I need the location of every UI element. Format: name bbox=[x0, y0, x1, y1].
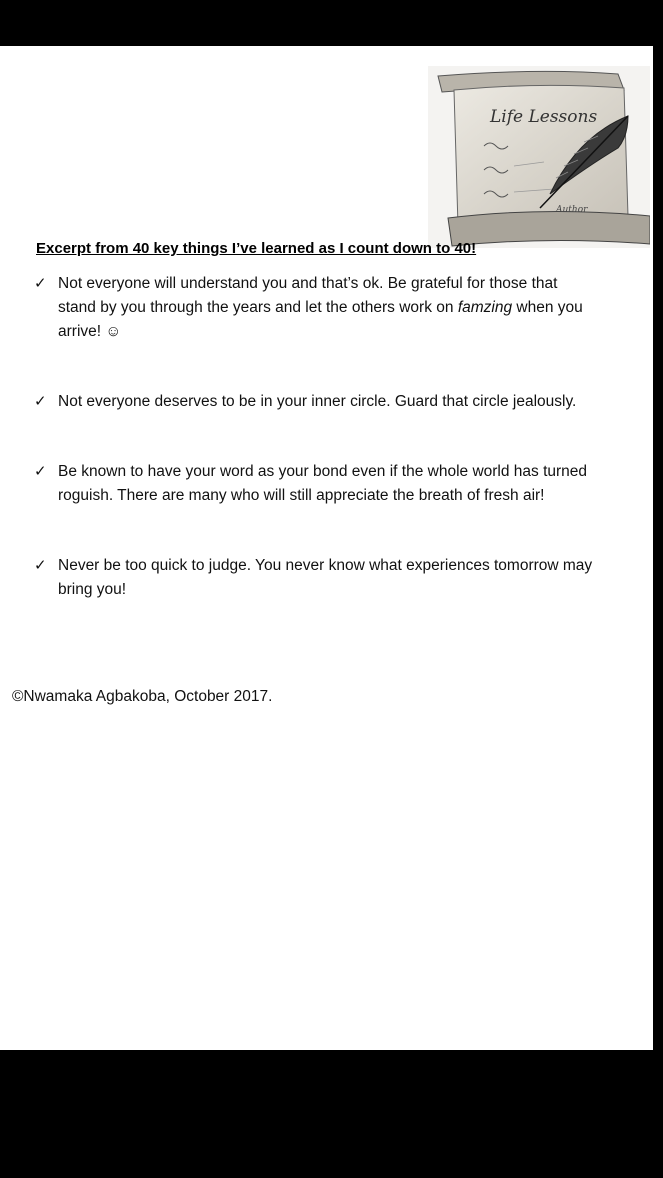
list-item bbox=[34, 272, 594, 344]
checkmark-icon: ✓ bbox=[34, 393, 47, 410]
lesson-text: Be known to have your word as your bond even if the whole world has turned roguish. There are many who will still appreciate the breath of fresh air! bbox=[58, 463, 588, 504]
list-item bbox=[34, 554, 594, 602]
lesson-text: Not everyone will understand you and that’s ok. Be grateful for those that stand by you through the years and let the others work on famzing when you arrive! ☺ bbox=[58, 275, 583, 340]
life-lessons-scroll-image bbox=[428, 66, 650, 248]
lesson-text: Never be too quick to judge. You never know what experiences tomorrow may bring you! bbox=[58, 557, 593, 598]
checkmark-icon: ✓ bbox=[34, 275, 47, 292]
lessons-list bbox=[34, 272, 594, 602]
scroll-signature: Author bbox=[556, 205, 588, 215]
list-item bbox=[34, 460, 594, 508]
lesson-emphasis: famzing bbox=[457, 299, 513, 316]
list-item bbox=[34, 390, 594, 414]
scroll-title: Life Lessons bbox=[490, 107, 598, 127]
excerpt-heading: Excerpt from 40 key things I’ve learned as I count down to 40! bbox=[36, 240, 477, 257]
checkmark-icon: ✓ bbox=[34, 463, 47, 480]
document-page bbox=[0, 46, 653, 1050]
checkmark-icon: ✓ bbox=[34, 557, 47, 574]
copyright-notice: ©Nwamaka Agbakoba, October 2017. bbox=[12, 688, 273, 705]
lesson-text: Not everyone deserves to be in your inner circle. Guard that circle jealously. bbox=[58, 393, 577, 410]
